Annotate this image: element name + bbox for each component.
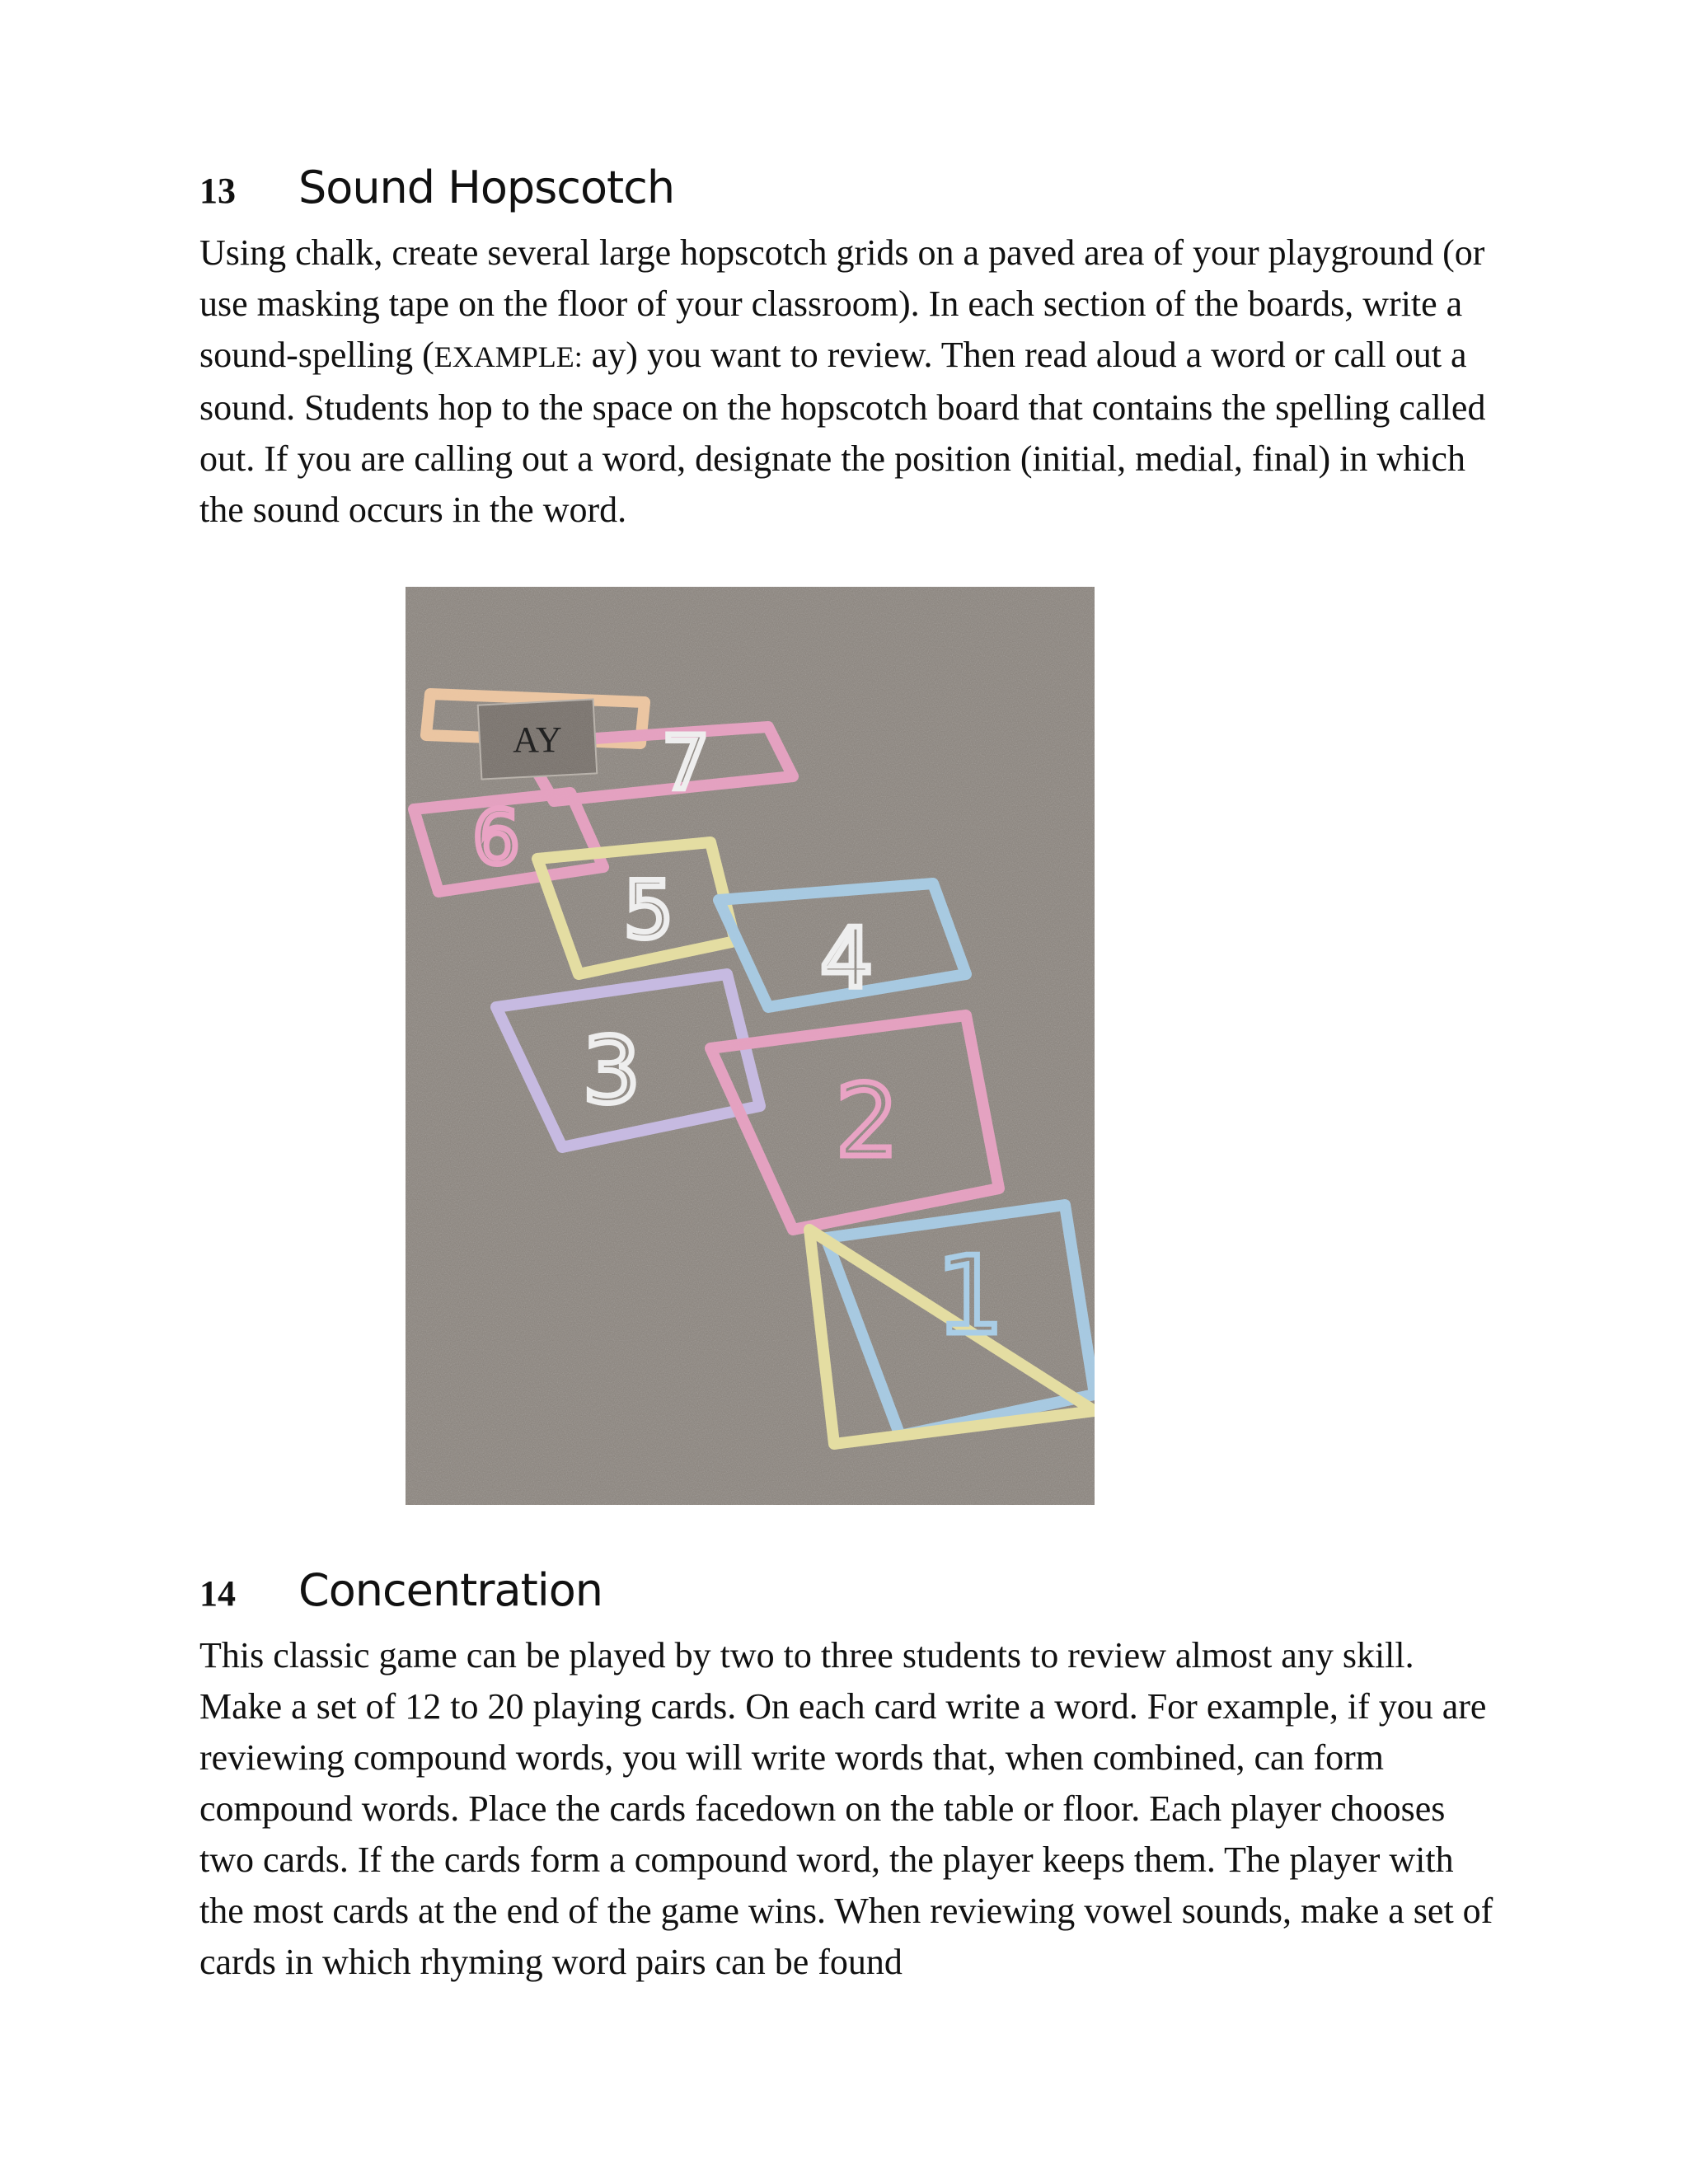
hopscotch-number-5: 5 xyxy=(623,865,674,956)
section-13-body xyxy=(199,227,1502,536)
body-text: Using chalk, create several large hopscotch grids on a paved area of your playground (or use masking tape on the floor of your classroom). In each section of the boards, write a sound-spelling ( xyxy=(199,232,1485,375)
ay-card-label: AY xyxy=(513,719,562,760)
hopscotch-number-7: 7 xyxy=(662,720,710,807)
hopscotch-number-4: 4 xyxy=(820,910,873,1006)
example-label: EXAMPLE: xyxy=(434,340,583,373)
ay-card xyxy=(478,699,598,779)
section-13-heading xyxy=(199,162,674,213)
hopscotch-number-6: 6 xyxy=(472,794,520,881)
section-number: 13 xyxy=(199,171,236,211)
section-14-body: This classic game can be played by two to three students to review almost any skill. Make a set of 12 to 20 playing cards. On each card write a word. For example, if you are reviewing compound words, you will write words that, when combined, can form compound words. Place the cards facedown on the table or floor. Each player chooses two cards. If the cards form a compound word, the player keeps them. The player with the most cards at the end of the game wins. When reviewing vowel sounds, make a set of cards in which rhyming word pairs can be found xyxy=(199,1635,1493,1982)
section-title: Concentration xyxy=(298,1564,603,1616)
section-14-heading xyxy=(199,1564,603,1616)
body-text-continued: ay) you want to review. Then read aloud a word or call out a sound. Students hop to the space on the hopscotch board that contains the spelling called out. If you are calling out a word, designate the position (initial, medial, final) in which the sound occurs in the word. xyxy=(199,335,1486,530)
section-number: 14 xyxy=(199,1573,236,1614)
hopscotch-photo xyxy=(406,587,1095,1505)
hopscotch-number-3: 3 xyxy=(583,1018,640,1123)
section-title: Sound Hopscotch xyxy=(298,162,675,213)
hopscotch-number-1: 1 xyxy=(935,1233,1005,1358)
hopscotch-number-2: 2 xyxy=(835,1065,899,1179)
